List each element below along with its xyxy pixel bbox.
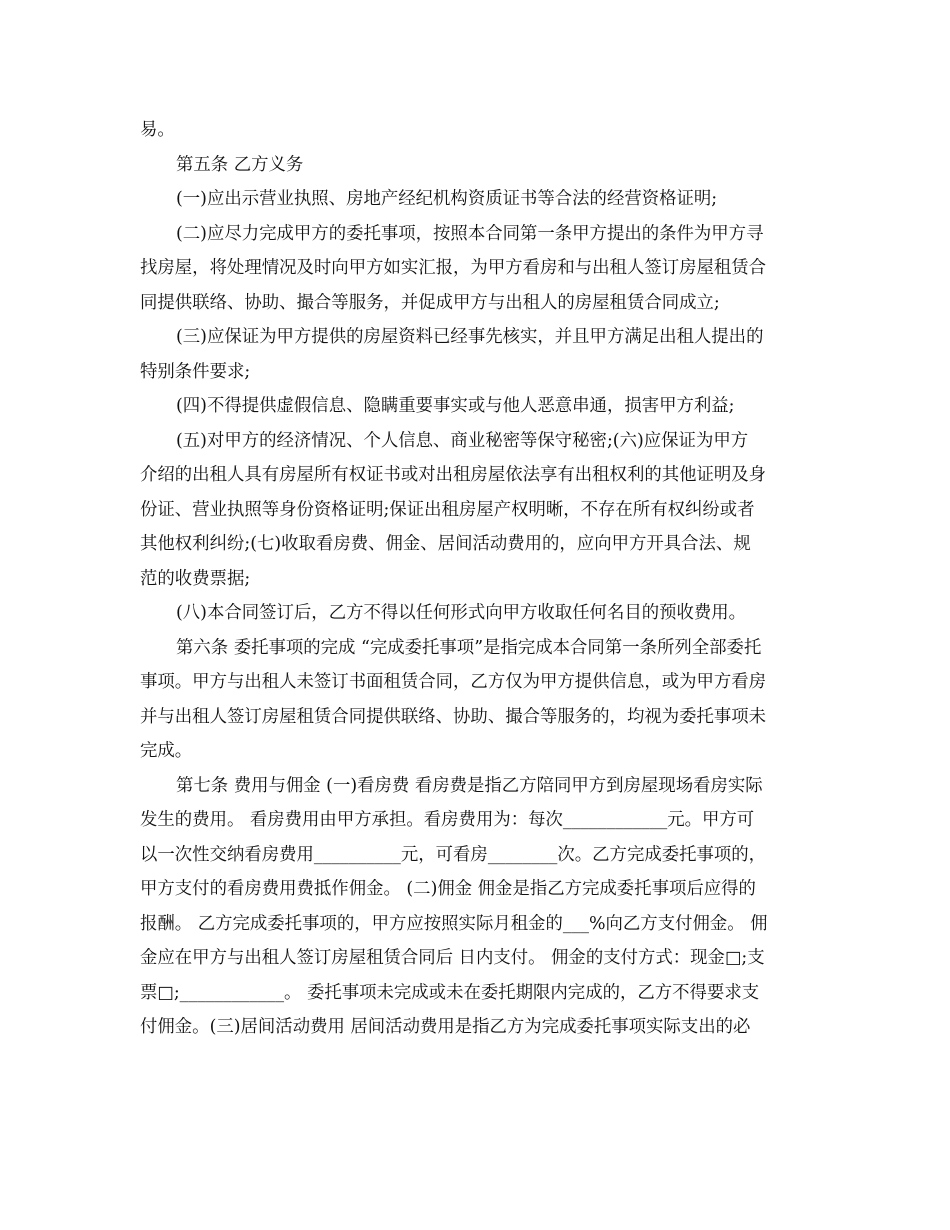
text-line: 同提供联络、协助、撮合等服务，并促成甲方与出租人的房屋租赁合同成立; <box>140 292 720 313</box>
text-line: 范的收费票据; <box>140 568 251 589</box>
text-line: 第五条 乙方义务 <box>176 154 304 175</box>
document-body <box>140 113 812 1045</box>
text-line: (五)对甲方的经济情况、个人信息、商业秘密等保守秘密;(六)应保证为甲方 <box>176 430 749 451</box>
text-line: (四)不得提供虚假信息、隐瞒重要事实或与他人恶意串通，损害甲方利益; <box>176 396 735 416</box>
text-line: 金应在甲方与出租人签订房屋租赁合同后 日内支付。 佣金的支付方式：现金□;支 <box>140 948 765 968</box>
text-line: 并与出租人签订房屋租赁合同提供联络、协助、撮合等服务的，均视为委托事项未 <box>140 706 767 727</box>
text-line: 特别条件要求; <box>140 361 251 382</box>
text-line: (二)应尽力完成甲方的委托事项，按照本合同第一条甲方提出的条件为甲方寻 <box>176 223 764 244</box>
text-line: 票□;____________。 委托事项未完成或未在委托期限内完成的，乙方不得要求支 <box>140 982 760 1003</box>
text-line: 易。 <box>140 120 175 140</box>
text-line: 找房屋，将处理情况及时向甲方如实汇报，为甲方看房和与出租人签订房屋租赁合 <box>140 258 767 278</box>
text-line: 介绍的出租人具有房屋所有权证书或对出租房屋依法享有出租权利的其他证明及身 <box>140 465 767 485</box>
text-line: 第七条 费用与佣金 (一)看房费 看房费是指乙方陪同甲方到房屋现场看房实际 <box>176 775 763 796</box>
text-line: 份证、营业执照等身份资格证明;保证出租房屋产权明晰，不存在所有权纠纷或者 <box>140 499 755 520</box>
text-line: (八)本合同签订后，乙方不得以任何形式向甲方收取任何名目的预收费用。 <box>176 603 747 623</box>
text-line: 第六条 委托事项的完成 “完成委托事项”是指完成本合同第一条所列全部委托 <box>176 637 762 658</box>
text-line: 报酬。 乙方完成委托事项的，甲方应按照实际月租金的___%向乙方支付佣金。 佣 <box>140 913 768 934</box>
text-line: 完成。 <box>140 741 193 761</box>
text-line: 其他权利纠纷;(七)收取看房费、佣金、居间活动费用的，应向甲方开具合法、规 <box>140 534 751 554</box>
text-line: 以一次性交纳看房费用__________元，可看房________次。乙方完成委托事项的， <box>140 844 767 865</box>
text-line: 事项。甲方与出租人未签订书面租赁合同，乙方仅为甲方提供信息，或为甲方看房 <box>140 672 767 692</box>
text-line: 甲方支付的看房费用费抵作佣金。 (二)佣金 佣金是指乙方完成委托事项后应得的 <box>140 879 756 899</box>
text-line: (三)应保证为甲方提供的房屋资料已经事先核实，并且甲方满足出租人提出的 <box>176 327 764 347</box>
text-line: 付佣金。(三)居间活动费用 居间活动费用是指乙方为完成委托事项实际支出的必 <box>140 1017 751 1037</box>
text-line: 发生的费用。 看房费用由甲方承担。看房费用为：每次____________元。甲方可 <box>140 810 755 830</box>
text-line: (一)应出示营业执照、房地产经纪机构资质证书等合法的经营资格证明; <box>176 189 718 209</box>
